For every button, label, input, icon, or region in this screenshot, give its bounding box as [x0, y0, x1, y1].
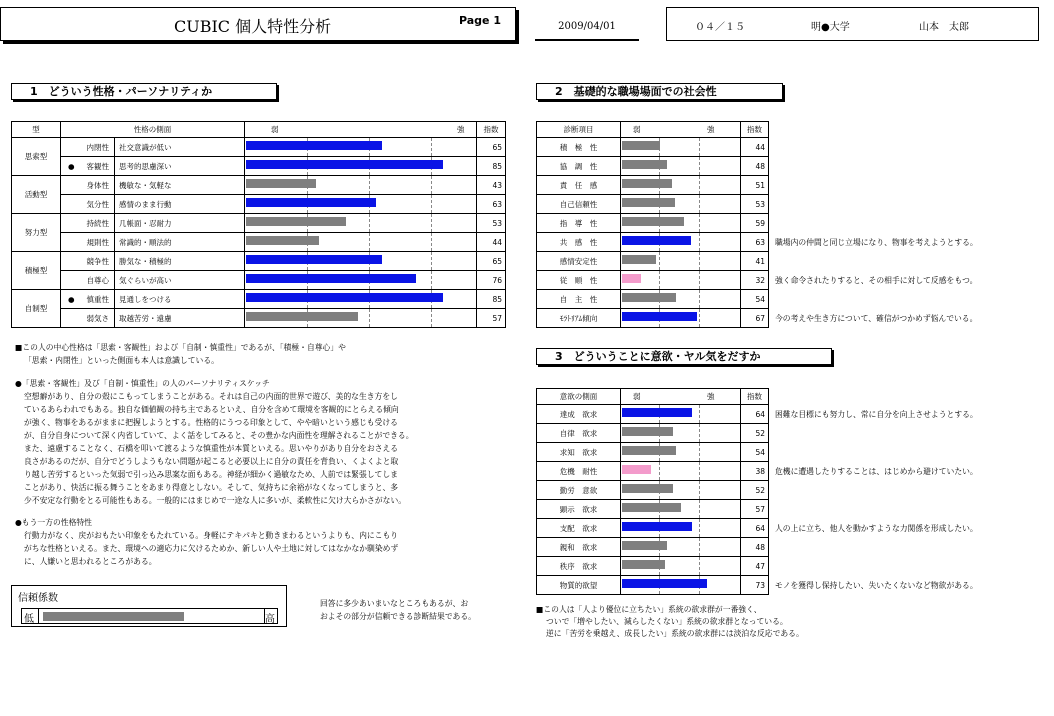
key-marker [61, 252, 82, 271]
grid-line [699, 271, 700, 289]
reliability-gauge [21, 608, 278, 624]
social-row [537, 214, 769, 233]
item-bar-cell [621, 500, 741, 519]
grid-line [431, 138, 432, 156]
trait-name: 客観性 [82, 157, 115, 176]
item-comment: 職場内の仲間と同じ立場になり、物事を考えようとする。 [775, 238, 978, 247]
trait-index: 76 [477, 271, 506, 290]
item-bar-cell [621, 462, 741, 481]
item-label: 顕示 欲求 [537, 500, 621, 519]
trait-bar [246, 312, 358, 321]
personality-sketch [15, 377, 414, 507]
item-bar-cell [621, 176, 741, 195]
item-bar [622, 217, 684, 226]
item-bar-cell [621, 233, 741, 252]
trait-index: 65 [477, 252, 506, 271]
social-row [537, 290, 769, 309]
paragraph-line: 行動力がなく、戻がおもたい印象をもたれている。身軽にテキパキと動きまわるというよりも、内にこもり [24, 531, 399, 540]
grid-line [659, 271, 660, 289]
trait-bar [246, 293, 443, 302]
item-index: 54 [741, 290, 769, 309]
paragraph-line: また、遠慮することなく、石橋を叩いて渡るような慎重性が本質といえる。思いやりがあり自分をおさえる [24, 444, 399, 453]
paragraph-line: 少不安定な行動をとる可能性もある。一般的にはまじめで一途な人に多いが、柔軟性に欠け大らかさがない。 [24, 496, 407, 505]
item-index: 73 [741, 576, 769, 595]
item-comment: 困難な目標にも努力し、常に自分を向上させようとする。 [775, 410, 978, 419]
item-bar-cell [621, 157, 741, 176]
item-index: 67 [741, 309, 769, 328]
item-bar-cell [621, 138, 741, 157]
trait-bar-cell [245, 233, 477, 252]
item-index: 59 [741, 214, 769, 233]
item-label: 支配 欲求 [537, 519, 621, 538]
trait-name: 気分性 [82, 195, 115, 214]
key-marker [61, 309, 82, 328]
item-bar [622, 198, 675, 207]
col-aspect: 性格の側面 [61, 122, 245, 138]
personality-row [12, 290, 506, 309]
reliability-note-line: 回答に多少あいまいなところもあるが、お [320, 599, 469, 608]
item-index: 63 [741, 233, 769, 252]
item-bar-cell [621, 214, 741, 233]
item-label: 自律 欲求 [537, 424, 621, 443]
trait-index: 85 [477, 157, 506, 176]
social-row [537, 271, 769, 290]
grid-line [699, 195, 700, 213]
grid-line [431, 233, 432, 251]
item-bar [622, 255, 656, 264]
item-index: 32 [741, 271, 769, 290]
trait-desc: 機敏な・気軽な [115, 176, 245, 195]
personality-row [12, 252, 506, 271]
social-row [537, 157, 769, 176]
trait-index: 53 [477, 214, 506, 233]
item-bar [622, 236, 691, 245]
item-comment: 強く命令されたりすると、その相手に対して反感をもつ。 [775, 276, 978, 285]
grid-line [699, 176, 700, 194]
item-index: 52 [741, 424, 769, 443]
item-bar-cell [621, 519, 741, 538]
type-group: 努力型 [12, 214, 61, 252]
trait-bar [246, 179, 316, 188]
grid-line [699, 138, 700, 156]
grid-line [699, 500, 700, 518]
grid-line [699, 290, 700, 308]
scale-weak-label: 弱 [633, 392, 641, 401]
trait-bar [246, 217, 346, 226]
trait-desc: 思考的思慮深い [115, 157, 245, 176]
trait-desc: 勝気な・積極的 [115, 252, 245, 271]
grid-line [699, 252, 700, 270]
scale-strong-label: 強 [707, 392, 715, 401]
col-scale [621, 389, 741, 405]
section3-title: 3 どういうことに意欲・ヤル気をだすか [536, 348, 832, 365]
item-bar-cell [621, 290, 741, 309]
trait-desc: 几帳面・忍耐力 [115, 214, 245, 233]
personality-row [12, 214, 506, 233]
personality-row [12, 176, 506, 195]
item-index: 57 [741, 500, 769, 519]
social-table [536, 121, 769, 328]
item-label: 秩序 欲求 [537, 557, 621, 576]
personality-summary [15, 341, 346, 367]
item-index: 44 [741, 138, 769, 157]
item-index: 52 [741, 481, 769, 500]
grid-line [699, 443, 700, 461]
reliability-title: 信頼係数 [18, 593, 58, 604]
trait-name: 持続性 [82, 214, 115, 233]
item-bar-cell [621, 557, 741, 576]
col-index: 指数 [477, 122, 506, 138]
trait-bar [246, 160, 443, 169]
item-bar-cell [621, 424, 741, 443]
trait-bar-cell [245, 138, 477, 157]
trait-bar-cell [245, 195, 477, 214]
motivation-row [537, 405, 769, 424]
other-traits-title: ●もう一方の性格特性 [15, 518, 92, 527]
summary-line: ■この人は「人より優位に立ちたい」系統の欲求群が一番強く、 [536, 605, 762, 614]
grid-line [431, 309, 432, 327]
item-bar [622, 408, 692, 417]
trait-bar-cell [245, 271, 477, 290]
reliability-high-label: 高 [265, 614, 275, 625]
item-label: 従 順 性 [537, 271, 621, 290]
trait-bar-cell [245, 157, 477, 176]
item-comment: 危機に遭遇したりすることは、はじめから避けていたい。 [775, 467, 978, 476]
trait-desc: 取越苦労・遠慮 [115, 309, 245, 328]
item-bar-cell [621, 271, 741, 290]
col-item: 意欲の側面 [537, 389, 621, 405]
motivation-row [537, 576, 769, 595]
grid-line [699, 157, 700, 175]
item-bar [622, 484, 673, 493]
item-bar-cell [621, 309, 741, 328]
personality-row [12, 233, 506, 252]
grid-line [659, 462, 660, 480]
trait-desc: 感情のまま行動 [115, 195, 245, 214]
item-label: 自己信頼性 [537, 195, 621, 214]
personality-row [12, 157, 506, 176]
grid-line [699, 233, 700, 251]
trait-name: 競争性 [82, 252, 115, 271]
item-bar [622, 560, 665, 569]
examinee-info [666, 7, 1039, 41]
grid-line [699, 424, 700, 442]
item-index: 38 [741, 462, 769, 481]
reliability-bar [38, 609, 265, 623]
type-group: 自制型 [12, 290, 61, 328]
trait-desc: 常識的・順法的 [115, 233, 245, 252]
item-index: 54 [741, 443, 769, 462]
trait-name: 規則性 [82, 233, 115, 252]
col-type: 型 [12, 122, 61, 138]
item-index: 64 [741, 405, 769, 424]
trait-name: 弱気さ [82, 309, 115, 328]
item-bar [622, 427, 673, 436]
item-label: 物質的欲望 [537, 576, 621, 595]
grid-line [369, 309, 370, 327]
social-row [537, 176, 769, 195]
paragraph-line: が強く、物事をあるがままに把握しようとする。性格的にうつる印象として、やや暗いという感じも受ける [24, 418, 398, 427]
personality-row [12, 138, 506, 157]
grid-line [431, 176, 432, 194]
trait-bar [246, 198, 376, 207]
grid-line [699, 538, 700, 556]
item-label: 感情安定性 [537, 252, 621, 271]
paragraph-line: ているあらわれでもある。独自な価値観の持ち主であるといえ、自分を含めて環境を客観的にとらえる傾向 [24, 405, 399, 414]
item-bar [622, 579, 707, 588]
col-index: 指数 [741, 122, 769, 138]
item-label: 危機 耐性 [537, 462, 621, 481]
trait-index: 43 [477, 176, 506, 195]
paragraph-line: ことがあり、快活に振る舞うことをあまり得意としない。そして、気持ちに余裕がなくなってしまうと、多 [24, 483, 399, 492]
personality-row [12, 195, 506, 214]
page-number: Page 1 [458, 14, 501, 27]
item-bar [622, 503, 681, 512]
motivation-summary [536, 604, 804, 640]
item-label: 共 感 性 [537, 233, 621, 252]
trait-bar [246, 255, 382, 264]
item-bar [622, 465, 651, 474]
item-comment: 人の上に立ち、他人を動かすような力関係を形成したい。 [775, 524, 978, 533]
item-bar-cell [621, 443, 741, 462]
item-bar [622, 274, 641, 283]
personality-row [12, 309, 506, 328]
personality-row [12, 271, 506, 290]
key-marker [61, 176, 82, 195]
personality-table [11, 121, 506, 328]
motivation-row [537, 424, 769, 443]
motivation-row [537, 481, 769, 500]
item-index: 53 [741, 195, 769, 214]
trait-bar-cell [245, 290, 477, 309]
social-row [537, 233, 769, 252]
key-marker: ● [61, 157, 82, 176]
item-label: 指 導 性 [537, 214, 621, 233]
trait-index: 63 [477, 195, 506, 214]
grid-line [369, 176, 370, 194]
trait-desc: 社交意識が低い [115, 138, 245, 157]
trait-name: 慎重性 [82, 290, 115, 309]
grid-line [369, 233, 370, 251]
trait-name: 内閉性 [82, 138, 115, 157]
paragraph-line: 空想癖があり、自分の殻にこもってしまうことがある。それは自己の内面的世界で遊び、美的な生き方をし [24, 392, 398, 401]
social-row [537, 138, 769, 157]
trait-name: 自尊心 [82, 271, 115, 290]
paragraph-line: 良さがあるのだが、自分でどうしようもない問題が起こると必要以上に自分の責任を背負い、くよくよと取 [24, 457, 399, 466]
examinee-name: 山本 太郎 [919, 22, 969, 33]
paragraph-line: が、自分自身について深く内省していて、よく話をしてみると、その豊かな内面性を理解されることができる。 [24, 431, 414, 440]
col-scale [245, 122, 477, 138]
item-comment: 今の考えや生き方について、確信がつかめず悩んでいる。 [775, 314, 978, 323]
title-box [0, 7, 516, 41]
item-bar-cell [621, 195, 741, 214]
trait-bar [246, 236, 319, 245]
item-bar [622, 446, 676, 455]
reliability-note [320, 597, 476, 623]
grid-line [369, 214, 370, 232]
report-date: 2009/04/01 [535, 7, 639, 41]
item-label: 達成 欲求 [537, 405, 621, 424]
scale-strong-label: 強 [457, 125, 465, 134]
motivation-row [537, 519, 769, 538]
motivation-table [536, 388, 769, 595]
sketch-title: ●「思索・客観性」及び「自制・慎重性」の人のパーソナリティスケッチ [15, 379, 270, 388]
summary-line: 「思索・内閉性」といった側面も本人は意識している。 [24, 356, 219, 365]
motivation-row [537, 538, 769, 557]
trait-index: 44 [477, 233, 506, 252]
item-bar [622, 312, 697, 321]
item-index: 47 [741, 557, 769, 576]
trait-bar-cell [245, 176, 477, 195]
item-index: 41 [741, 252, 769, 271]
motivation-row [537, 557, 769, 576]
item-label: ﾓﾗﾄﾘｱﾑ傾向 [537, 309, 621, 328]
item-label: 積 極 性 [537, 138, 621, 157]
grid-line [699, 481, 700, 499]
motivation-row [537, 500, 769, 519]
key-marker [61, 195, 82, 214]
university-name: 明●大学 [811, 22, 850, 33]
grid-line [431, 271, 432, 289]
col-index: 指数 [741, 389, 769, 405]
grid-line [699, 309, 700, 327]
scale-strong-label: 強 [707, 125, 715, 134]
key-marker [61, 214, 82, 233]
trait-bar-cell [245, 252, 477, 271]
motivation-row [537, 443, 769, 462]
key-marker [61, 138, 82, 157]
grid-line [699, 214, 700, 232]
paragraph-line: に、人嫌いと思われるところがある。 [24, 557, 157, 566]
social-row [537, 252, 769, 271]
grid-line [699, 462, 700, 480]
grid-line [431, 252, 432, 270]
social-row [537, 195, 769, 214]
item-label: 親和 欲求 [537, 538, 621, 557]
item-bar-cell [621, 538, 741, 557]
examinee-code: ０４／１５ [695, 22, 745, 33]
section1-title: 1 どういう性格・パーソナリティか [11, 83, 277, 100]
key-marker [61, 271, 82, 290]
item-label: 責 任 感 [537, 176, 621, 195]
grid-line [699, 519, 700, 537]
summary-line: ■この人の中心性格は「思索・客観性」および「自制・慎重性」であるが、「積極・自尊心」や [15, 343, 346, 352]
grid-line [659, 252, 660, 270]
item-bar-cell [621, 405, 741, 424]
grid-line [699, 557, 700, 575]
item-label: 自 主 性 [537, 290, 621, 309]
reliability-box [11, 585, 287, 627]
item-bar-cell [621, 576, 741, 595]
item-index: 48 [741, 538, 769, 557]
item-label: 協 調 性 [537, 157, 621, 176]
item-bar [622, 541, 667, 550]
item-index: 51 [741, 176, 769, 195]
scale-weak-label: 弱 [633, 125, 641, 134]
paragraph-line: がちな性格といえる。また、環境への適応力に欠けるためか、新しい人や土地に対してはなかなか馴染めず [24, 544, 399, 553]
motivation-header-row [537, 389, 769, 405]
trait-bar [246, 141, 382, 150]
summary-line: 逆に「苦労を乗越え、成長したい」系統の欲求群には淡泊な反応である。 [546, 629, 804, 638]
trait-bar-cell [245, 214, 477, 233]
section2-title: 2 基礎的な職場場面での社会性 [536, 83, 783, 100]
grid-line [431, 195, 432, 213]
item-label: 求知 欲求 [537, 443, 621, 462]
item-index: 64 [741, 519, 769, 538]
item-bar-cell [621, 252, 741, 271]
paragraph-line: り越し苦労するといった気弱で引っ込み思案な面もある。神経が細かく過敏なため、人前では緊張してしま [24, 470, 398, 479]
trait-index: 85 [477, 290, 506, 309]
key-marker [61, 233, 82, 252]
item-bar [622, 141, 660, 150]
col-scale [621, 122, 741, 138]
type-group: 思索型 [12, 138, 61, 176]
personality-header-row [12, 122, 506, 138]
grid-line [699, 405, 700, 423]
reliability-low-label: 低 [24, 614, 34, 625]
item-index: 48 [741, 157, 769, 176]
other-traits [15, 516, 398, 568]
col-item: 診断項目 [537, 122, 621, 138]
item-bar [622, 522, 692, 531]
reliability-note-line: およその部分が信頼できる診断結果である。 [320, 612, 476, 621]
key-marker: ● [61, 290, 82, 309]
trait-bar [246, 274, 416, 283]
scale-weak-label: 弱 [271, 125, 279, 134]
type-group: 積極型 [12, 252, 61, 290]
motivation-row [537, 462, 769, 481]
item-bar [622, 293, 676, 302]
trait-desc: 見通しをつける [115, 290, 245, 309]
item-bar [622, 179, 672, 188]
trait-bar-cell [245, 309, 477, 328]
trait-name: 身体性 [82, 176, 115, 195]
trait-index: 65 [477, 138, 506, 157]
trait-index: 57 [477, 309, 506, 328]
report-title: CUBIC 個人特性分析 [174, 17, 332, 36]
item-label: 勤労 意欲 [537, 481, 621, 500]
social-row [537, 309, 769, 328]
social-header-row [537, 122, 769, 138]
reliability-fill [43, 612, 184, 621]
type-group: 活動型 [12, 176, 61, 214]
grid-line [431, 214, 432, 232]
item-bar-cell [621, 481, 741, 500]
summary-line: ついで「増やしたい、減らしたくない」系統の欲求群となっている。 [546, 617, 788, 626]
item-comment: モノを獲得し保持したい、失いたくないなど物欲がある。 [775, 581, 978, 590]
item-bar [622, 160, 667, 169]
trait-desc: 気ぐらいが高い [115, 271, 245, 290]
